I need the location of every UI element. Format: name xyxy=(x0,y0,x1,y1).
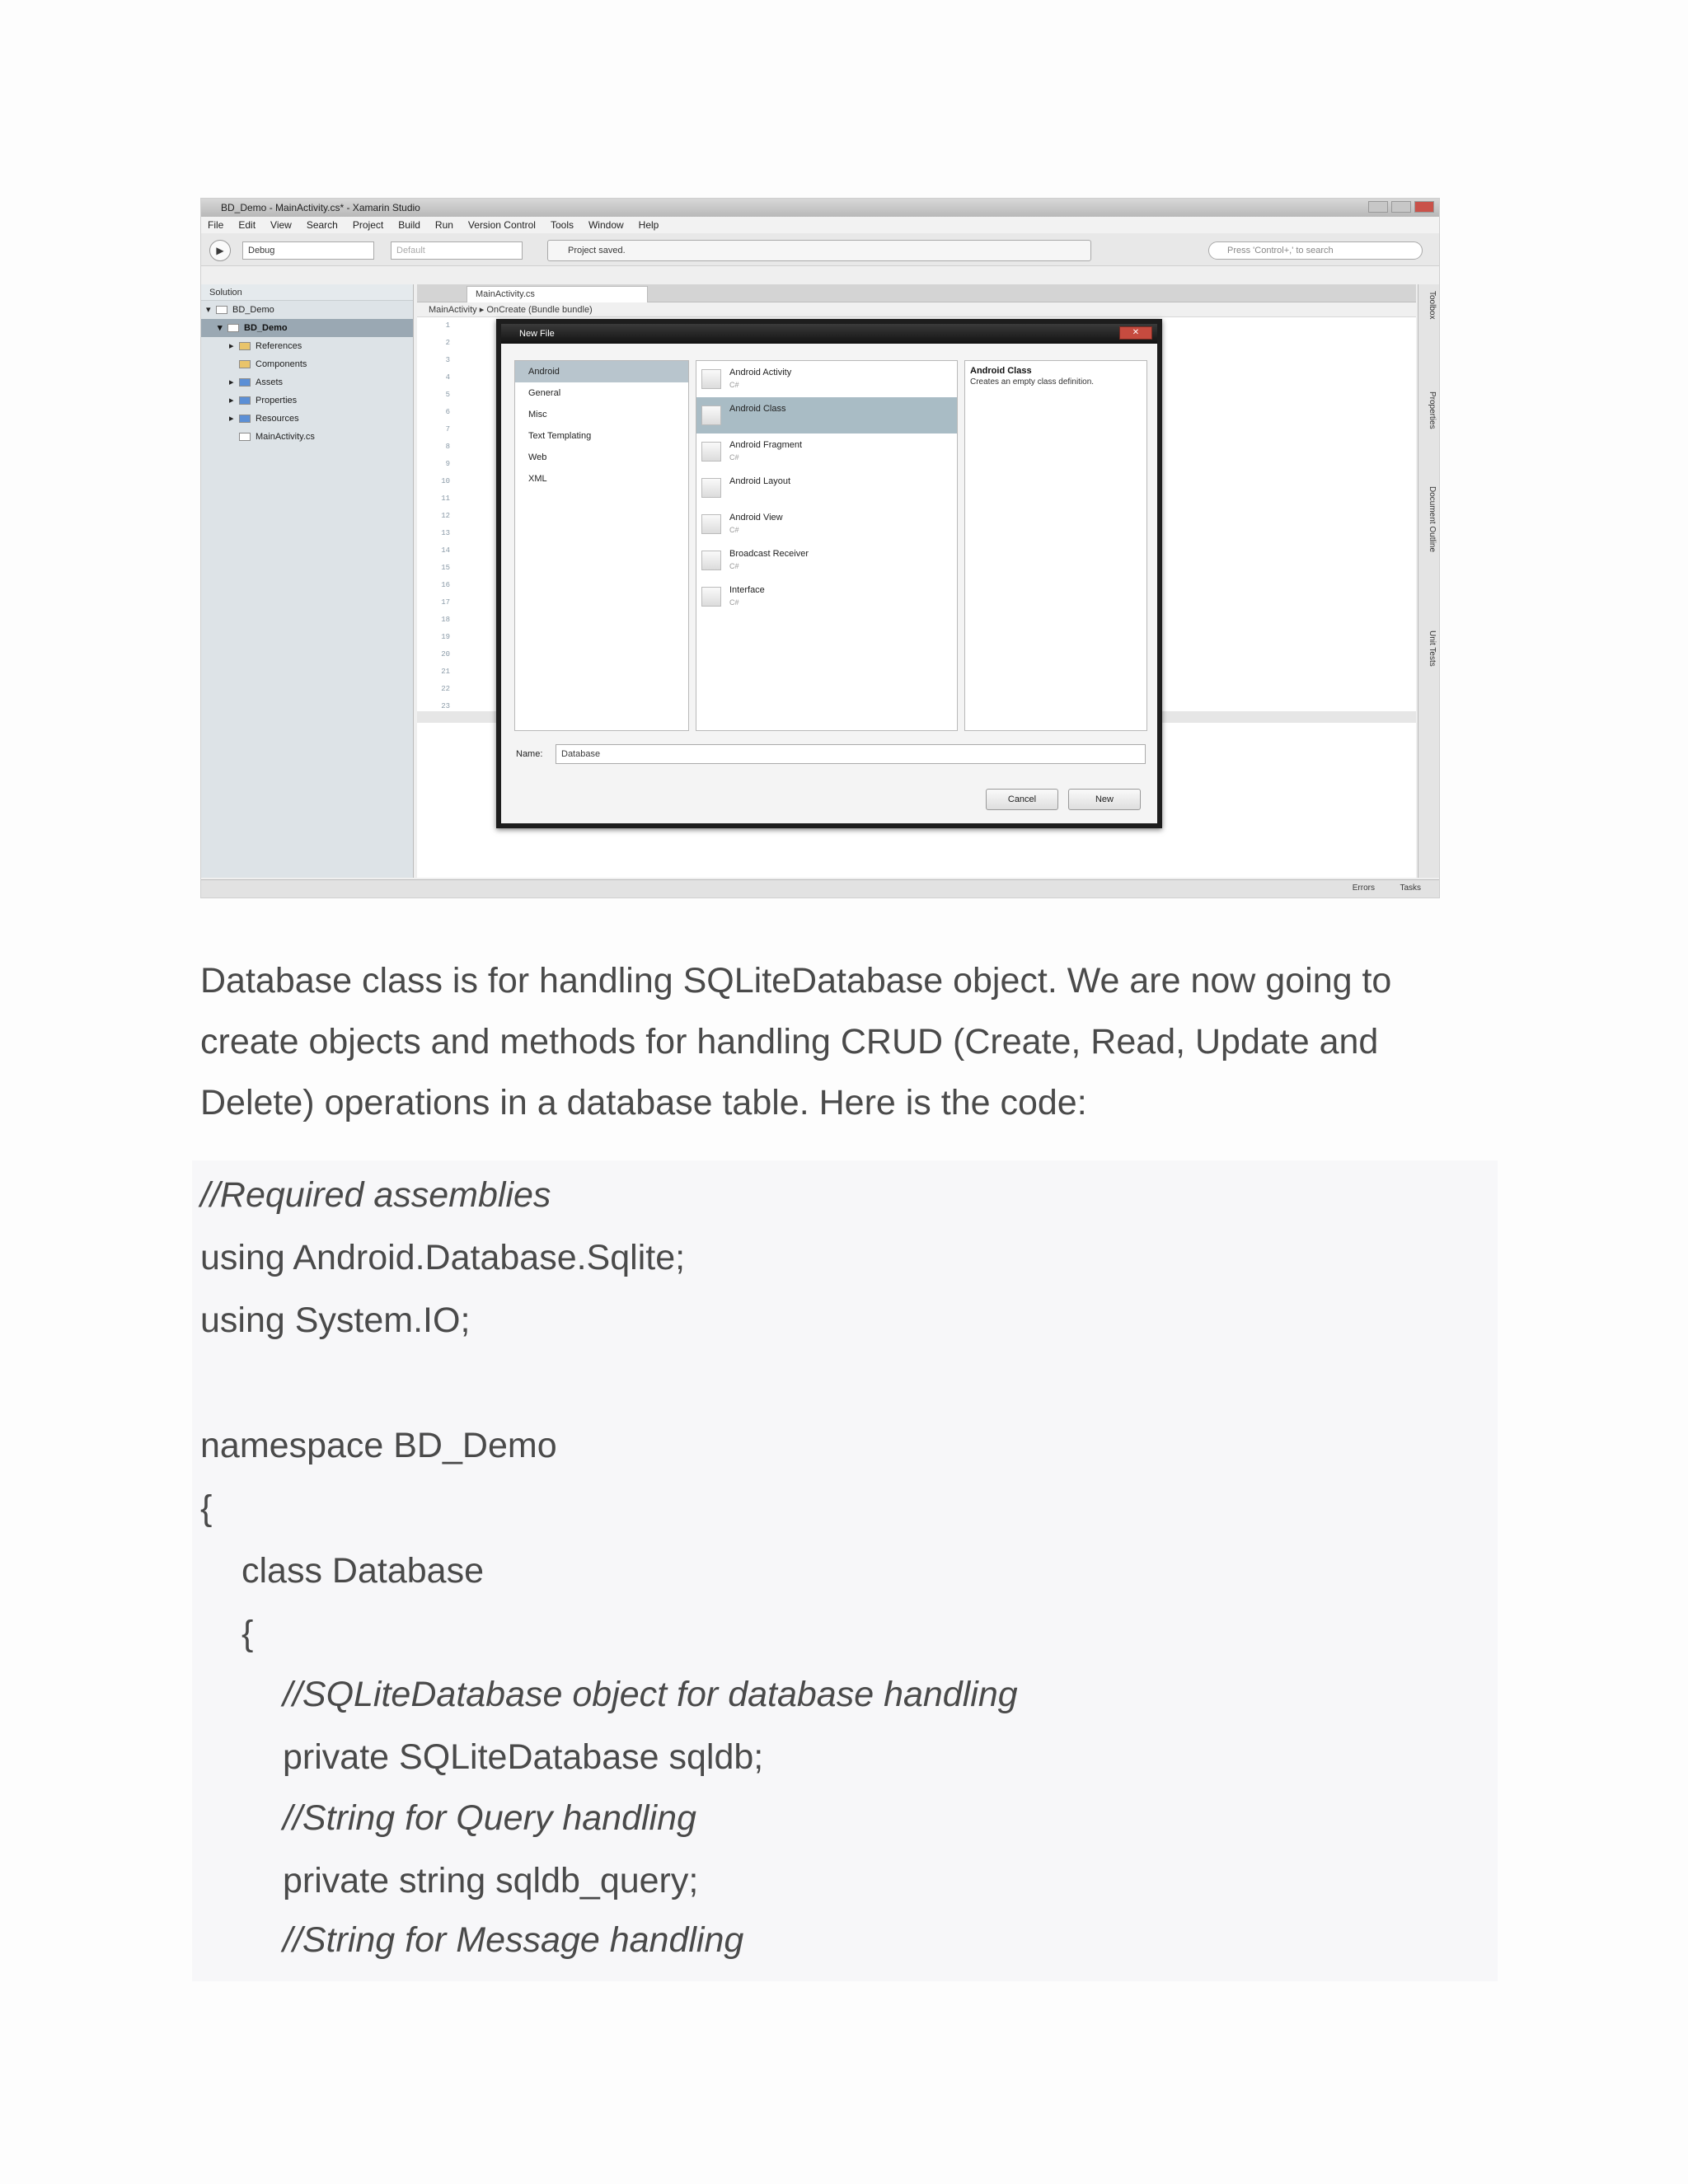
maximize-button[interactable] xyxy=(1391,201,1411,213)
menu-item-file[interactable]: File xyxy=(208,219,224,231)
run-button[interactable] xyxy=(209,240,231,261)
expander-icon[interactable]: ▸ xyxy=(229,396,234,405)
file-template-icon xyxy=(701,369,721,389)
window-titlebar xyxy=(201,199,1439,217)
category-item[interactable]: XML xyxy=(528,474,547,484)
expander-icon[interactable] xyxy=(229,355,239,373)
tree-item[interactable] xyxy=(201,410,413,428)
dialog-title: New File xyxy=(501,324,1157,344)
menu-item-search[interactable]: Search xyxy=(306,219,338,231)
folder-icon xyxy=(239,378,251,387)
line-number: 22 xyxy=(441,685,450,693)
tree-item-label: BD_Demo xyxy=(244,323,288,333)
file-template-icon xyxy=(701,442,721,462)
line-number: 14 xyxy=(441,546,450,555)
template-name: Android Class xyxy=(729,404,786,414)
file-template-icon xyxy=(701,514,721,534)
file-template-icon xyxy=(701,478,721,498)
code-line: namespace BD_Demo xyxy=(200,1426,557,1465)
ide-screenshot xyxy=(200,198,1440,898)
line-number: 11 xyxy=(441,494,450,503)
template-language: C# xyxy=(729,598,739,607)
template-item[interactable] xyxy=(696,361,957,397)
template-item[interactable] xyxy=(696,434,957,470)
minimize-button[interactable] xyxy=(1368,201,1388,213)
menu-item-version-control[interactable]: Version Control xyxy=(467,219,536,231)
tree-item[interactable] xyxy=(201,337,413,355)
breadcrumb[interactable]: MainActivity ▸ OnCreate (Bundle bundle) xyxy=(417,302,1416,317)
right-pad-bar xyxy=(1418,284,1439,878)
template-item[interactable] xyxy=(696,397,957,434)
folder-icon xyxy=(216,306,227,314)
close-window-button[interactable] xyxy=(1414,201,1434,213)
tree-item[interactable] xyxy=(201,355,413,373)
folder-icon xyxy=(239,360,251,368)
template-language: C# xyxy=(729,453,739,462)
search-input[interactable]: Press 'Control+,' to search xyxy=(1208,241,1423,260)
template-name: Android Layout xyxy=(729,476,790,486)
tab-mainactivity[interactable]: MainActivity.cs xyxy=(467,286,648,302)
solution-pad xyxy=(201,284,414,878)
tree-item[interactable] xyxy=(201,391,413,410)
category-item[interactable]: Android xyxy=(515,361,688,382)
template-language: C# xyxy=(729,381,739,389)
template-name: Interface xyxy=(729,585,765,595)
line-number: 20 xyxy=(441,650,450,658)
category-item[interactable]: Misc xyxy=(528,410,547,419)
tree-item-label: MainActivity.cs xyxy=(256,432,315,442)
target-select[interactable]: Default xyxy=(391,241,523,260)
menu-item-edit[interactable]: Edit xyxy=(238,219,256,231)
template-name: Android Fragment xyxy=(729,440,803,450)
code-comment: //String for Message handling xyxy=(283,1920,744,1960)
line-number: 21 xyxy=(441,668,450,676)
menu-item-help[interactable]: Help xyxy=(638,219,659,231)
expander-icon[interactable]: ▾ xyxy=(218,323,223,333)
pad-properties[interactable]: Properties xyxy=(1428,391,1437,429)
pad-unit-tests[interactable]: Unit Tests xyxy=(1428,630,1437,667)
description-title: Android Class xyxy=(970,366,1032,376)
line-number: 5 xyxy=(445,391,450,399)
template-item[interactable] xyxy=(696,506,957,542)
code-line: using System.IO; xyxy=(200,1301,471,1340)
line-number: 16 xyxy=(441,581,450,589)
main-toolbar xyxy=(201,233,1439,266)
solution-tree xyxy=(201,301,413,446)
line-number: 6 xyxy=(445,408,450,416)
pad-toolbox[interactable]: Toolbox xyxy=(1428,291,1437,320)
status-bar xyxy=(201,879,1439,898)
play-icon: ▶ xyxy=(216,245,224,256)
expander-icon[interactable]: ▾ xyxy=(206,305,211,315)
menu-item-view[interactable]: View xyxy=(270,219,292,231)
line-number: 2 xyxy=(445,339,450,347)
code-comment: //SQLiteDatabase object for database handling xyxy=(283,1675,1018,1714)
category-item[interactable]: Text Templating xyxy=(528,431,592,441)
tree-item-label: Resources xyxy=(256,414,299,424)
line-number: 18 xyxy=(441,616,450,624)
folder-icon xyxy=(239,396,251,405)
menu-item-build[interactable]: Build xyxy=(398,219,420,231)
menu-item-window[interactable]: Window xyxy=(588,219,624,231)
line-number: 10 xyxy=(441,477,450,485)
tree-item-label: Properties xyxy=(256,396,298,405)
category-item[interactable]: General xyxy=(528,388,561,398)
category-item[interactable]: Web xyxy=(528,452,547,462)
folder-icon xyxy=(227,324,239,332)
expander-icon[interactable]: ▸ xyxy=(229,377,234,387)
line-number: 7 xyxy=(445,425,450,434)
description-paragraph: Database class is for handling SQLiteDatabase object. We are now going to create objects and methods for handling CRUD (Create, Read, Update and Delete) operations in a database table. Here is the code: xyxy=(200,961,1392,1122)
cancel-button[interactable]: Cancel xyxy=(986,789,1058,810)
file-template-icon xyxy=(701,405,721,425)
tree-item[interactable] xyxy=(201,373,413,391)
expander-icon[interactable] xyxy=(229,428,239,446)
tree-item-label: Components xyxy=(256,359,307,369)
template-item[interactable] xyxy=(696,542,957,579)
name-label: Name: xyxy=(516,749,543,759)
tasks-pad-button[interactable]: Tasks xyxy=(1400,883,1421,893)
tree-item-label: Assets xyxy=(256,377,284,387)
description-text: Creates an empty class definition. xyxy=(970,377,1095,387)
code-block xyxy=(192,1160,1498,1981)
line-number: 4 xyxy=(445,373,450,382)
tree-item-label: References xyxy=(256,341,302,351)
line-number-gutter xyxy=(417,317,453,710)
line-number: 1 xyxy=(445,321,450,330)
template-list xyxy=(696,360,958,731)
template-item[interactable] xyxy=(696,470,957,506)
new-file-dialog xyxy=(496,319,1162,828)
line-number: 3 xyxy=(445,356,450,364)
editor-tabs xyxy=(417,284,1416,302)
line-number: 13 xyxy=(441,529,450,537)
code-comment: //Required assemblies xyxy=(200,1175,551,1215)
code-line: class Database xyxy=(241,1551,484,1591)
line-number: 23 xyxy=(441,702,450,710)
code-comment: //String for Query handling xyxy=(283,1798,696,1838)
line-number: 9 xyxy=(445,460,450,468)
code-line: { xyxy=(241,1614,254,1653)
pad-document-outline[interactable]: Document Outline xyxy=(1428,486,1437,553)
line-number: 8 xyxy=(445,443,450,451)
template-description xyxy=(964,360,1147,731)
code-line: private SQLiteDatabase sqldb; xyxy=(283,1737,764,1777)
menu-item-project[interactable]: Project xyxy=(352,219,384,231)
template-name: Broadcast Receiver xyxy=(729,549,809,559)
file-icon xyxy=(239,433,251,441)
expander-icon[interactable]: ▸ xyxy=(229,414,234,424)
template-name: Android View xyxy=(729,513,783,523)
template-language: C# xyxy=(729,562,739,570)
file-template-icon xyxy=(701,551,721,570)
solution-pad-title: Solution xyxy=(201,284,413,301)
menu-item-run[interactable]: Run xyxy=(434,219,453,231)
template-language: C# xyxy=(729,526,739,534)
file-template-icon xyxy=(701,587,721,607)
tree-item[interactable] xyxy=(201,301,413,319)
category-list xyxy=(514,360,689,731)
new-button[interactable]: New xyxy=(1068,789,1141,810)
line-number: 12 xyxy=(441,512,450,520)
menu-bar xyxy=(201,217,1439,233)
folder-icon xyxy=(239,342,251,350)
name-input[interactable]: Database xyxy=(556,744,1146,764)
code-line: private string sqldb_query; xyxy=(283,1861,699,1900)
code-line: { xyxy=(200,1488,213,1528)
window-title: BD_Demo - MainActivity.cs* - Xamarin Studio xyxy=(221,202,420,213)
errors-pad-button[interactable]: Errors xyxy=(1352,883,1375,893)
line-number: 19 xyxy=(441,633,450,641)
tree-item-label: BD_Demo xyxy=(232,305,274,315)
folder-icon xyxy=(239,415,251,423)
code-line: using Android.Database.Sqlite; xyxy=(200,1238,686,1277)
tree-item[interactable] xyxy=(201,319,413,337)
configuration-select[interactable]: Debug xyxy=(242,241,374,260)
status-display: Project saved. xyxy=(547,240,1091,261)
line-number: 17 xyxy=(441,598,450,607)
line-number: 15 xyxy=(441,564,450,572)
dialog-close-button[interactable]: ✕ xyxy=(1119,326,1152,340)
expander-icon[interactable]: ▸ xyxy=(229,341,234,351)
menu-item-tools[interactable]: Tools xyxy=(550,219,574,231)
tree-item[interactable] xyxy=(201,428,413,446)
template-item[interactable] xyxy=(696,579,957,615)
template-name: Android Activity xyxy=(729,368,792,377)
